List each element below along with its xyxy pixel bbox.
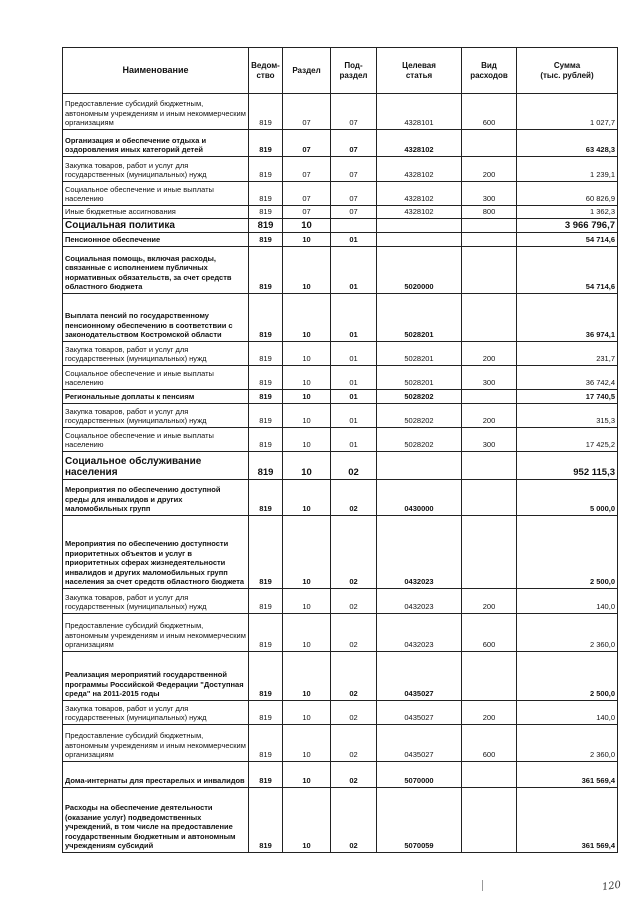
cell-name: Региональные доплаты к пенсиям (63, 390, 249, 404)
cell-name: Социальное обеспечение и иные выплаты населению (63, 428, 249, 452)
cell-sum: 5 000,0 (517, 480, 618, 516)
table-row (63, 652, 618, 701)
cell-razdel: 10 (283, 589, 331, 614)
header-name: Наименование (63, 48, 249, 94)
cell-vid (462, 452, 517, 480)
cell-podrazdel: 07 (331, 206, 377, 219)
cell-podrazdel: 01 (331, 294, 377, 342)
cell-razdel: 07 (283, 130, 331, 157)
cell-razdel: 07 (283, 157, 331, 182)
cell-name: Предоставление субсидий бюджетным, автономным учреждениям и иным некоммерческим организациям (63, 725, 249, 762)
cell-sum: 54 714,6 (517, 233, 618, 247)
table-row (63, 701, 618, 725)
cell-podrazdel: 02 (331, 725, 377, 762)
cell-podrazdel: 02 (331, 480, 377, 516)
cell-sum: 361 569,4 (517, 788, 618, 853)
cell-name: Социальное обслуживание населения (63, 452, 249, 480)
cell-vid: 600 (462, 725, 517, 762)
cell-vedomstvo: 819 (249, 342, 283, 366)
cell-vedomstvo: 819 (249, 182, 283, 206)
cell-razdel: 10 (283, 247, 331, 294)
cell-razdel: 10 (283, 342, 331, 366)
cell-podrazdel: 07 (331, 94, 377, 130)
header-vedomstvo: Ведом- ство (249, 48, 283, 94)
header-target: Целевая статья (377, 48, 462, 94)
table-row (63, 589, 618, 614)
table-row (63, 788, 618, 853)
cell-vedomstvo: 819 (249, 294, 283, 342)
cell-target (377, 233, 462, 247)
cell-razdel: 10 (283, 452, 331, 480)
cell-podrazdel (331, 219, 377, 233)
cell-target: 5028201 (377, 366, 462, 390)
cell-vid (462, 294, 517, 342)
cell-vid (462, 516, 517, 589)
cell-razdel: 07 (283, 94, 331, 130)
cell-vedomstvo: 819 (249, 233, 283, 247)
table-row (63, 130, 618, 157)
page-number: 120 (601, 879, 622, 894)
cell-vedomstvo: 819 (249, 206, 283, 219)
cell-target: 0432023 (377, 614, 462, 652)
cell-sum: 1 239,1 (517, 157, 618, 182)
cell-vedomstvo: 819 (249, 762, 283, 788)
cell-sum: 17 740,5 (517, 390, 618, 404)
cell-vedomstvo: 819 (249, 247, 283, 294)
table-row (63, 516, 618, 589)
table-row (63, 219, 618, 233)
cell-target: 4328102 (377, 157, 462, 182)
cell-target: 5020000 (377, 247, 462, 294)
cell-sum: 140,0 (517, 701, 618, 725)
cell-podrazdel: 02 (331, 614, 377, 652)
cell-vedomstvo: 819 (249, 390, 283, 404)
cell-name: Социальная политика (63, 219, 249, 233)
cell-name: Предоставление субсидий бюджетным, автономным учреждениям и иным некоммерческим организациям (63, 94, 249, 130)
cell-target: 0432023 (377, 516, 462, 589)
cell-vid (462, 233, 517, 247)
budget-table (62, 47, 618, 853)
cell-sum: 60 826,9 (517, 182, 618, 206)
cell-target (377, 452, 462, 480)
cell-target: 0435027 (377, 725, 462, 762)
table-body (63, 94, 618, 853)
cell-vid (462, 480, 517, 516)
cell-vedomstvo: 819 (249, 725, 283, 762)
cell-name: Социальная помощь, включая расходы, связанные с исполнением публичных нормативных обязательств, за счет средств областного бюджета (63, 247, 249, 294)
cell-vid: 300 (462, 182, 517, 206)
cell-target: 5070059 (377, 788, 462, 853)
cell-sum: 315,3 (517, 404, 618, 428)
cell-name: Мероприятия по обеспечению доступной среды для инвалидов и других маломобильных групп (63, 480, 249, 516)
cell-razdel: 10 (283, 428, 331, 452)
cell-vedomstvo: 819 (249, 130, 283, 157)
cell-vid (462, 130, 517, 157)
cell-podrazdel: 01 (331, 233, 377, 247)
cell-podrazdel: 01 (331, 366, 377, 390)
cell-name: Выплата пенсий по государственному пенсионному обеспечению в соответствии с законодательством Костромской области (63, 294, 249, 342)
cell-name: Закупка товаров, работ и услуг для государственных (муниципальных) нужд (63, 589, 249, 614)
cell-vid (462, 247, 517, 294)
cell-podrazdel: 02 (331, 452, 377, 480)
header-podrazdel: Под- раздел (331, 48, 377, 94)
cell-vedomstvo: 819 (249, 652, 283, 701)
cell-podrazdel: 01 (331, 247, 377, 294)
table-row (63, 157, 618, 182)
cell-sum: 361 569,4 (517, 762, 618, 788)
cell-vedomstvo: 819 (249, 404, 283, 428)
table-row (63, 94, 618, 130)
cell-sum: 2 500,0 (517, 652, 618, 701)
cell-vid: 300 (462, 428, 517, 452)
cell-vedomstvo: 819 (249, 480, 283, 516)
cell-razdel: 07 (283, 206, 331, 219)
cell-vid: 200 (462, 157, 517, 182)
cell-vid: 300 (462, 366, 517, 390)
cell-vid (462, 762, 517, 788)
cell-razdel: 10 (283, 701, 331, 725)
table-row (63, 390, 618, 404)
cell-target: 4328102 (377, 206, 462, 219)
cell-target: 0435027 (377, 701, 462, 725)
cell-podrazdel: 02 (331, 652, 377, 701)
cell-vid (462, 219, 517, 233)
table-row (63, 233, 618, 247)
cell-vid: 200 (462, 701, 517, 725)
cell-sum: 63 428,3 (517, 130, 618, 157)
table-row (63, 428, 618, 452)
cell-sum: 1 027,7 (517, 94, 618, 130)
cell-vid: 800 (462, 206, 517, 219)
cell-razdel: 10 (283, 762, 331, 788)
cell-sum: 17 425,2 (517, 428, 618, 452)
cell-sum: 2 500,0 (517, 516, 618, 589)
cell-razdel: 10 (283, 233, 331, 247)
cell-vedomstvo: 819 (249, 614, 283, 652)
table-row (63, 206, 618, 219)
cell-sum: 54 714,6 (517, 247, 618, 294)
cell-podrazdel: 01 (331, 342, 377, 366)
cell-target: 5028202 (377, 404, 462, 428)
cell-target (377, 219, 462, 233)
cell-podrazdel: 02 (331, 788, 377, 853)
cell-target: 5028202 (377, 428, 462, 452)
cell-vid: 200 (462, 404, 517, 428)
cell-sum: 36 974,1 (517, 294, 618, 342)
cell-vedomstvo: 819 (249, 157, 283, 182)
table-header (63, 48, 618, 94)
cell-razdel: 07 (283, 182, 331, 206)
table-row (63, 342, 618, 366)
cell-razdel: 10 (283, 480, 331, 516)
cell-target: 0435027 (377, 652, 462, 701)
cell-podrazdel: 02 (331, 701, 377, 725)
table-row (63, 480, 618, 516)
cell-target: 5070000 (377, 762, 462, 788)
table-row (63, 762, 618, 788)
cell-vid (462, 390, 517, 404)
cell-target: 4328101 (377, 94, 462, 130)
cell-razdel: 10 (283, 294, 331, 342)
scan-mark (482, 880, 483, 891)
cell-razdel: 10 (283, 516, 331, 589)
table-row (63, 182, 618, 206)
cell-name: Дома-интернаты для престарелых и инвалидов (63, 762, 249, 788)
cell-podrazdel: 01 (331, 390, 377, 404)
cell-name: Расходы на обеспечение деятельности (оказание услуг) подведомственных учреждений, в том числе на предоставление государственным бюджетным и автономным учреждениям субсидий (63, 788, 249, 853)
cell-vedomstvo: 819 (249, 788, 283, 853)
cell-razdel: 10 (283, 366, 331, 390)
cell-name: Предоставление субсидий бюджетным, автономным учреждениям и иным некоммерческим организациям (63, 614, 249, 652)
cell-vid (462, 788, 517, 853)
cell-sum: 36 742,4 (517, 366, 618, 390)
header-sum: Сумма (тыс. рублей) (517, 48, 618, 94)
cell-sum: 2 360,0 (517, 725, 618, 762)
cell-podrazdel: 07 (331, 130, 377, 157)
cell-podrazdel: 01 (331, 404, 377, 428)
cell-name: Мероприятия по обеспечению доступности приоритетных объектов и услуг в приоритетных сферах жизнедеятельности инвалидов и других маломобильных групп населения за счет средств областного бюджета (63, 516, 249, 589)
cell-vedomstvo: 819 (249, 428, 283, 452)
cell-name: Организация и обеспечение отдыха и оздоровления иных категорий детей (63, 130, 249, 157)
cell-sum: 3 966 796,7 (517, 219, 618, 233)
table-row (63, 294, 618, 342)
cell-vedomstvo: 819 (249, 219, 283, 233)
cell-target: 0432023 (377, 589, 462, 614)
cell-target: 4328102 (377, 130, 462, 157)
cell-sum: 231,7 (517, 342, 618, 366)
cell-target: 0430000 (377, 480, 462, 516)
cell-target: 5028201 (377, 294, 462, 342)
cell-vid: 600 (462, 94, 517, 130)
cell-name: Социальное обеспечение и иные выплаты населению (63, 366, 249, 390)
cell-name: Закупка товаров, работ и услуг для государственных (муниципальных) нужд (63, 404, 249, 428)
cell-vid: 600 (462, 614, 517, 652)
cell-razdel: 10 (283, 404, 331, 428)
cell-vedomstvo: 819 (249, 94, 283, 130)
cell-vid (462, 652, 517, 701)
cell-podrazdel: 02 (331, 589, 377, 614)
cell-vedomstvo: 819 (249, 516, 283, 589)
cell-razdel: 10 (283, 219, 331, 233)
cell-razdel: 10 (283, 652, 331, 701)
cell-name: Закупка товаров, работ и услуг для государственных (муниципальных) нужд (63, 701, 249, 725)
cell-name: Реализация мероприятий государственной программы Российской Федерации "Доступная среда" на 2011-2015 годы (63, 652, 249, 701)
cell-vid: 200 (462, 589, 517, 614)
cell-podrazdel: 02 (331, 516, 377, 589)
table-row (63, 725, 618, 762)
table-row (63, 366, 618, 390)
cell-vedomstvo: 819 (249, 452, 283, 480)
cell-podrazdel: 07 (331, 157, 377, 182)
table-row (63, 247, 618, 294)
cell-podrazdel: 01 (331, 428, 377, 452)
cell-razdel: 10 (283, 390, 331, 404)
cell-podrazdel: 07 (331, 182, 377, 206)
cell-name: Закупка товаров, работ и услуг для государственных (муниципальных) нужд (63, 342, 249, 366)
cell-razdel: 10 (283, 725, 331, 762)
cell-vedomstvo: 819 (249, 701, 283, 725)
cell-razdel: 10 (283, 614, 331, 652)
cell-podrazdel: 02 (331, 762, 377, 788)
cell-target: 5028202 (377, 390, 462, 404)
cell-razdel: 10 (283, 788, 331, 853)
table-row (63, 452, 618, 480)
cell-target: 5028201 (377, 342, 462, 366)
cell-vid: 200 (462, 342, 517, 366)
cell-sum: 1 362,3 (517, 206, 618, 219)
cell-vedomstvo: 819 (249, 366, 283, 390)
cell-sum: 140,0 (517, 589, 618, 614)
cell-name: Закупка товаров, работ и услуг для государственных (муниципальных) нужд (63, 157, 249, 182)
cell-target: 4328102 (377, 182, 462, 206)
cell-vedomstvo: 819 (249, 589, 283, 614)
table-row (63, 404, 618, 428)
cell-name: Социальное обеспечение и иные выплаты населению (63, 182, 249, 206)
cell-sum: 952 115,3 (517, 452, 618, 480)
table-row (63, 614, 618, 652)
header-razdel: Раздел (283, 48, 331, 94)
cell-name: Пенсионное обеспечение (63, 233, 249, 247)
header-vid: Вид расходов (462, 48, 517, 94)
cell-name: Иные бюджетные ассигнования (63, 206, 249, 219)
cell-sum: 2 360,0 (517, 614, 618, 652)
